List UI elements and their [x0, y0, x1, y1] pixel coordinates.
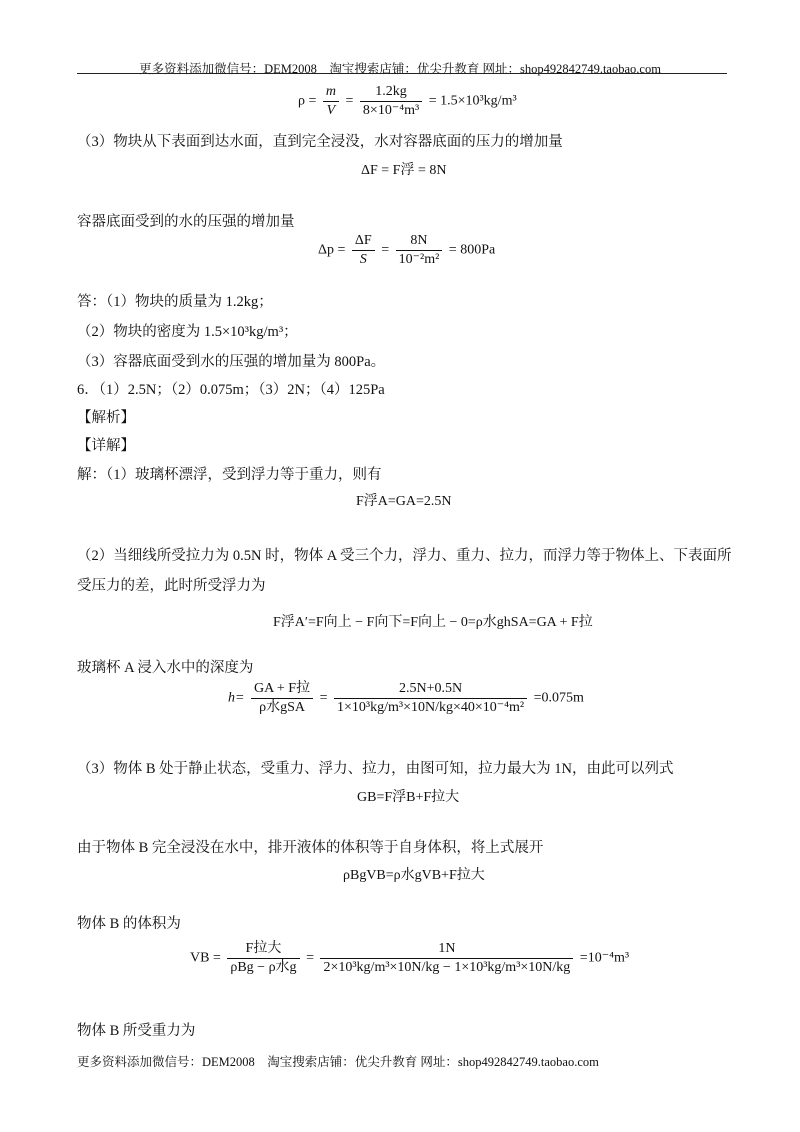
page-header: 更多资料添加微信号：DEM2008 淘宝搜索店铺：优尖升教育 网址：shop492842749.taobao.com	[139, 62, 661, 76]
volume-equation: VB = $\frac{\text{F拉大}}{\text{ρBg − ρ水g}}$ = $\frac{1N}{\text{2×10³kg/m³×10N/kg − 1×10³kg/m³×10N/kg}}$ =10⁻⁴m³	[190, 941, 630, 975]
density-equation: ρ = $\frac{m}{V}$ = $\frac{1.2kg}{\text{8×10⁻⁴m³}}$ = 1.5×10³kg/m³	[298, 84, 517, 118]
text-gravity: 物体 B 所受重力为	[77, 1023, 196, 1039]
dp-lhs: Δp =	[318, 242, 346, 258]
answer-3: （3）容器底面受到水的压强的增加量为 800Pa。	[77, 354, 386, 370]
solution-step-1: 解：（1）玻璃杯漂浮，受到浮力等于重力，则有	[77, 467, 382, 483]
frac-den: 2×10³kg/m³×10N/kg − 1×10³kg/m³×10N/kg	[323, 960, 571, 975]
frac-den: S	[359, 252, 367, 267]
density-b-equation: ρBgVB=ρ水gVB+F拉大	[343, 868, 485, 883]
frac-num: GA + F拉	[251, 680, 313, 699]
solution-step-2a: （2）当细线所受拉力为 0.5N 时，物体 A 受三个力，浮力、重力、拉力，而浮力等于物体上、下表面所	[77, 548, 732, 564]
h-result: =0.075m	[533, 690, 584, 706]
answer-2: （2）物块的密度为 1.5×10³kg/m³；	[77, 324, 298, 340]
frac-num: 8N	[396, 232, 443, 251]
solution-step-3b: 由于物体 B 完全浸没在水中，排开液体的体积等于自身体积，将上式展开	[77, 840, 544, 856]
frac-num: 1.2kg	[360, 83, 422, 102]
frac-den: ρ水gSA	[259, 700, 305, 715]
frac-num: F拉大	[227, 940, 299, 959]
frac-den: ρBg − ρ水g	[230, 960, 297, 975]
frac-num: m	[325, 84, 337, 99]
answer-1: 答：（1）物块的质量为 1.2kg；	[77, 294, 273, 310]
frac-den: 1×10³kg/m³×10N/kg×40×10⁻⁴m²	[337, 700, 525, 715]
buoyancy-equation-a: F浮A=GA=2.5N	[356, 494, 452, 509]
frac-den: 10⁻²m²	[398, 252, 440, 267]
text-p3: （3）物块从下表面到达水面，直到完全浸没，水对容器底面的压力的增加量	[77, 134, 563, 150]
rho-lhs: ρ =	[298, 93, 317, 109]
section-jiexi: 【解析】	[77, 410, 135, 426]
h-lhs: h=	[228, 690, 245, 706]
frac-num: 1N	[320, 940, 573, 959]
buoyancy-equation-a2: F浮A′=F向上 − F向下=F向上 − 0=ρ水ghSA=GA + F拉	[273, 615, 593, 630]
frac-num: 2.5N+0.5N	[334, 680, 527, 699]
frac-num: ΔF	[352, 232, 375, 251]
header-rule	[77, 73, 727, 74]
section-xiangjie: 【详解】	[77, 438, 135, 454]
vb-result: =10⁻⁴m³	[579, 950, 630, 966]
delta-f-equation: ΔF = F浮 = 8N	[361, 163, 447, 178]
solution-step-3: （3）物体 B 处于静止状态，受重力、浮力、拉力，由图可知，拉力最大为 1N，由此可以列式	[77, 761, 674, 777]
gravity-b-equation: GB=F浮B+F拉大	[357, 790, 460, 805]
rho-result: = 1.5×10³kg/m³	[428, 93, 517, 109]
delta-p-equation: Δp = $\frac{\Delta F}{S}$ = $\frac{8N}{\text{10⁻²m²}}$ = 800Pa	[318, 233, 496, 267]
dp-result: = 800Pa	[448, 242, 496, 258]
page-footer: 更多资料添加微信号：DEM2008 淘宝搜索店铺：优尖升教育 网址：shop492842749.taobao.com	[77, 1055, 599, 1069]
text-pressure: 容器底面受到的水的压强的增加量	[77, 214, 295, 230]
question-6-answers: 6．（1）2.5N；（2）0.075m；（3）2N；（4）125Pa	[77, 382, 385, 398]
text-depth: 玻璃杯 A 浸入水中的深度为	[77, 660, 254, 676]
vb-lhs: VB =	[190, 950, 221, 966]
solution-step-2b: 受压力的差，此时所受浮力为	[77, 578, 266, 594]
frac-den: V	[326, 103, 336, 118]
text-volume: 物体 B 的体积为	[77, 916, 181, 932]
depth-equation: h= $\frac{\text{GA + F拉}}{\text{ρ水gSA}}$ = $\frac{2.5N+0.5N}{\text{1×10³kg/m³×10N/kg×40×10⁻⁴m²}}$ =0.075m	[228, 681, 584, 715]
frac-den: 8×10⁻⁴m³	[362, 103, 420, 118]
